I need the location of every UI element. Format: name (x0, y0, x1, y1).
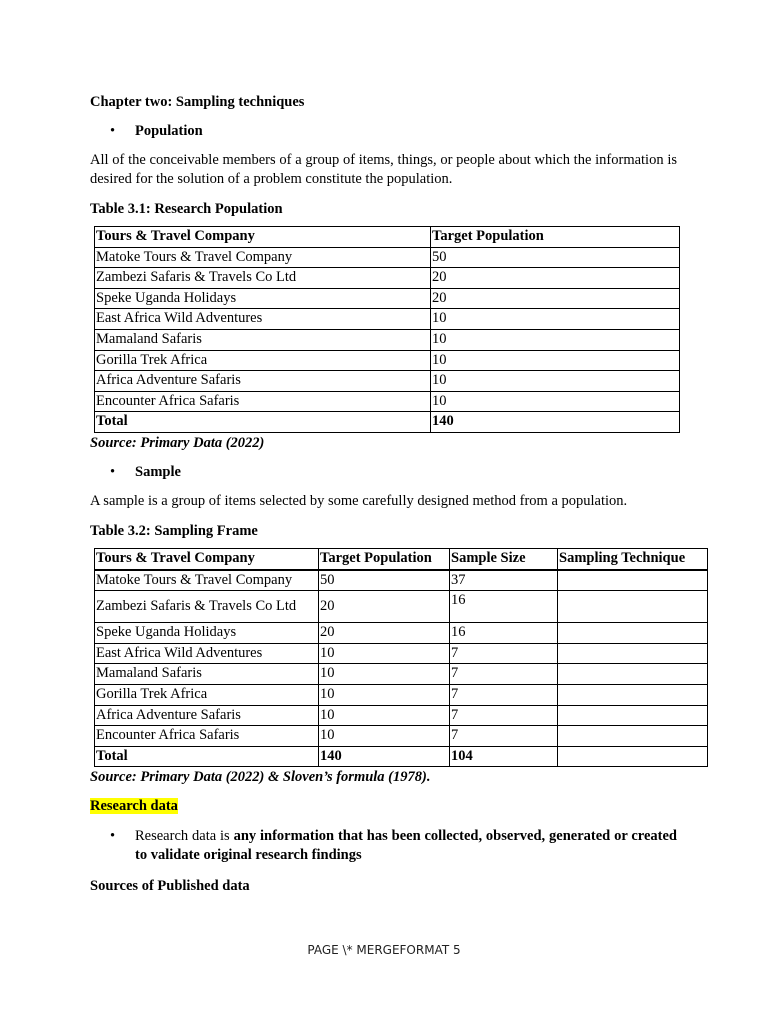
table-cell: Mamaland Safaris (95, 664, 319, 685)
table-row (95, 591, 708, 623)
sources-heading: Sources of Published data (90, 878, 250, 895)
table-cell (558, 746, 708, 767)
table-header-cell: Sampling Technique (558, 548, 708, 569)
table-cell (558, 570, 708, 591)
table-cell: Africa Adventure Safaris (95, 705, 319, 726)
table-cell: 10 (431, 309, 680, 330)
population-definition: All of the conceivable members of a group of items, things, or people about which the information is desired for the solution of a problem constitute the population. (90, 152, 677, 187)
table1-title: Table 3.1: Research Population (90, 201, 283, 217)
table-cell: 10 (319, 684, 450, 705)
table-cell: Total (95, 412, 431, 433)
table-cell: 10 (319, 664, 450, 685)
table-cell: 7 (450, 726, 558, 747)
table-cell: 50 (431, 247, 680, 268)
table-cell: Zambezi Safaris & Travels Co Ltd (95, 591, 319, 623)
table-cell: 10 (431, 371, 680, 392)
population-bullet (90, 121, 677, 141)
table2-title: Table 3.2: Sampling Frame (90, 522, 258, 539)
table-cell: Matoke Tours & Travel Company (95, 247, 431, 268)
table-cell: 37 (450, 570, 558, 591)
table-row (95, 329, 680, 350)
table-cell: 10 (319, 726, 450, 747)
table-cell: 104 (450, 746, 558, 767)
table-row (95, 705, 708, 726)
table-cell: Encounter Africa Safaris (95, 726, 319, 747)
research-data-definition: any information that has been collected, observed, generated or created to validate original research findings (135, 828, 677, 864)
table-cell: 140 (319, 746, 450, 767)
research-data-heading: Research data (90, 798, 178, 815)
table-row (95, 623, 708, 644)
population-heading: Population (135, 123, 203, 139)
table-cell: 10 (319, 643, 450, 664)
table1-source: Source: Primary Data (2022) (90, 434, 265, 451)
table-cell (558, 726, 708, 747)
table-row (95, 247, 680, 268)
bullet-icon: • (110, 463, 116, 480)
research-population-table (94, 226, 680, 433)
table-cell: 10 (431, 350, 680, 371)
table-cell: Africa Adventure Safaris (95, 371, 431, 392)
table-row (95, 726, 708, 747)
table-row (95, 664, 708, 685)
table-cell: 140 (431, 412, 680, 433)
table-cell (558, 591, 708, 623)
table2-source: Source: Primary Data (2022) & Sloven’s formula (1978). (90, 769, 431, 786)
table-cell: Mamaland Safaris (95, 329, 431, 350)
table-header-cell: Tours & Travel Company (95, 548, 319, 569)
table-cell: 20 (431, 268, 680, 289)
table-cell: 7 (450, 705, 558, 726)
table-cell: 16 (450, 623, 558, 644)
chapter-heading: Chapter two: Sampling techniques (90, 94, 305, 110)
table-header-row (95, 227, 680, 248)
table-cell (558, 623, 708, 644)
table-cell: 10 (431, 329, 680, 350)
table-cell: Speke Uganda Holidays (95, 288, 431, 309)
table-header-cell: Target Population (431, 227, 680, 248)
table-cell: 7 (450, 664, 558, 685)
table-cell (558, 705, 708, 726)
table-row (95, 643, 708, 664)
page-footer: PAGE \* MERGEFORMAT 5 (307, 943, 461, 957)
research-data-heading-block (90, 796, 677, 816)
table-cell (558, 684, 708, 705)
table-cell: 20 (319, 591, 450, 623)
table-cell (558, 664, 708, 685)
sampling-frame-table (94, 548, 708, 767)
table-row (95, 350, 680, 371)
table-cell: Zambezi Safaris & Travels Co Ltd (95, 268, 431, 289)
table-row (95, 684, 708, 705)
table-cell: Speke Uganda Holidays (95, 623, 319, 644)
table-cell: Total (95, 746, 319, 767)
bullet-icon: • (110, 123, 116, 139)
table-row (95, 570, 708, 591)
table-total-row (95, 412, 680, 433)
table-cell: 16 (450, 591, 558, 623)
table-cell: 20 (319, 623, 450, 644)
table-cell: 7 (450, 684, 558, 705)
table-row (95, 268, 680, 289)
table-row (95, 309, 680, 330)
table-cell: Gorilla Trek Africa (95, 684, 319, 705)
document-page (90, 92, 686, 896)
table-cell: Matoke Tours & Travel Company (95, 570, 319, 591)
table-cell (558, 643, 708, 664)
table-cell: East Africa Wild Adventures (95, 643, 319, 664)
table-cell: 10 (431, 391, 680, 412)
table-header-cell: Target Population (319, 548, 450, 569)
table-cell: 20 (431, 288, 680, 309)
sample-bullet (90, 462, 677, 482)
table-cell: East Africa Wild Adventures (95, 309, 431, 330)
table-header-cell: Tours & Travel Company (95, 227, 431, 248)
bullet-icon: • (110, 828, 116, 845)
table-cell: 50 (319, 570, 450, 591)
table-total-row (95, 746, 708, 767)
table-cell: 7 (450, 643, 558, 664)
table-cell: Gorilla Trek Africa (95, 350, 431, 371)
table-cell: 10 (319, 705, 450, 726)
table-header-row (95, 548, 708, 569)
table-header-cell: Sample Size (450, 548, 558, 569)
table-row (95, 371, 680, 392)
sample-definition: A sample is a group of items selected by some carefully designed method from a population. (90, 492, 628, 509)
sample-heading: Sample (135, 463, 181, 480)
table-row (95, 391, 680, 412)
table-row (95, 288, 680, 309)
table-cell: Encounter Africa Safaris (95, 391, 431, 412)
research-data-bullet (90, 827, 677, 865)
research-data-lead: Research data is (135, 828, 234, 845)
